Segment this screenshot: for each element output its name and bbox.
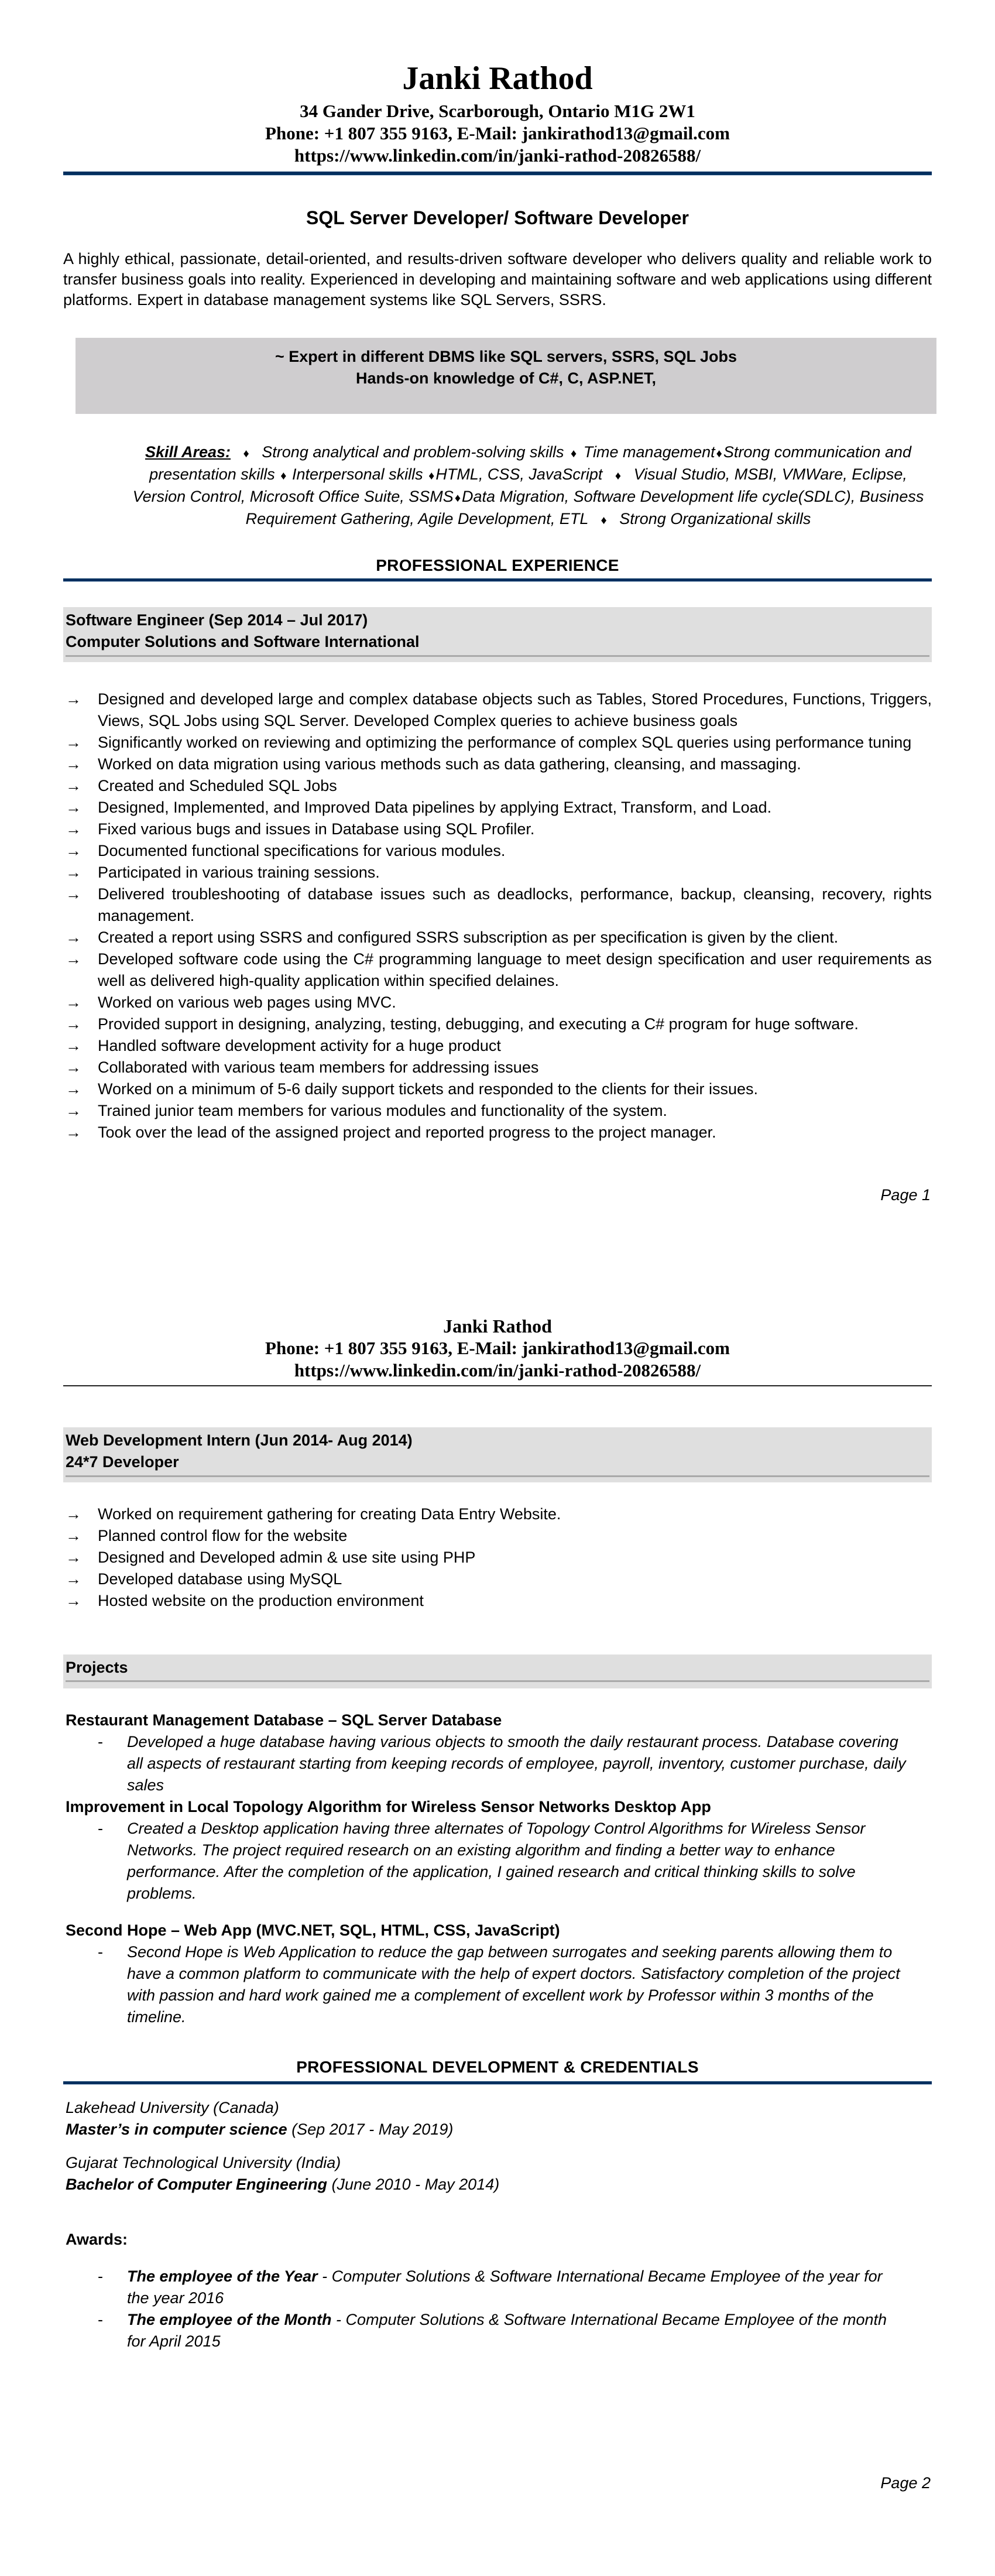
job-header-software-engineer <box>63 607 932 662</box>
page-number: Page 2 <box>880 2474 931 2492</box>
list-item: → Planned control flow for the website <box>66 1525 932 1547</box>
skill-item: Data Migration, Software Development life cycle(SDLC), Business Requirement Gathering, Agile Development, ETL <box>245 488 924 527</box>
list-item <box>66 2266 932 2309</box>
list-item: - Second Hope is Web Application to reduce the gap between surrogates and seeking parents allowing them to have a common platform to communicate with the help of expert doctors. Satisfactory completion of the project with passion and hard work gained me a complement of excellent work by Professor within 3 months of the timeline. <box>66 1941 932 2028</box>
job-company: 24*7 Developer <box>66 1453 179 1471</box>
arrow-icon: → <box>66 842 81 859</box>
linkedin-url[interactable]: https://www.linkedin.com/in/janki-rathod-20826588/ <box>294 1360 701 1381</box>
diamond-icon: ♦ <box>454 492 461 505</box>
arrow-icon: → <box>66 1527 81 1544</box>
list-item: → Handled software development activity for a huge product <box>66 1035 932 1057</box>
band-divider <box>66 655 929 657</box>
list-item: → Hosted website on the production environment <box>66 1590 932 1612</box>
skill-item: Time management <box>583 443 715 461</box>
header-rule <box>63 1385 932 1386</box>
contact-line: Phone: +1 807 355 9163, E-Mail: jankirathod13@gmail.com <box>265 123 730 143</box>
list-item: → Significantly worked on reviewing and optimizing the performance of complex SQL queries using performance tuning <box>66 732 932 753</box>
projects-list <box>66 1710 932 2028</box>
arrow-icon: → <box>66 1080 81 1098</box>
header-rule <box>63 172 932 176</box>
diamond-icon: ♦ <box>243 447 249 460</box>
highlight-line: ~ Expert in different DBMS like SQL servers, SSRS, SQL Jobs <box>275 348 737 365</box>
job-title: Software Engineer (Sep 2014 – Jul 2017) <box>66 611 368 629</box>
list-item: → Documented functional specifications for various modules. <box>66 840 932 862</box>
job-bullets <box>66 688 932 1143</box>
arrow-icon: → <box>66 1570 81 1588</box>
arrow-icon: → <box>66 929 81 946</box>
skill-item: Visual Studio, MSBI, VMWare, Eclipse, Version Control, Microsoft Office Suite, SSMS <box>132 465 907 505</box>
arrow-icon: → <box>66 690 81 708</box>
skill-item: Strong Organizational skills <box>619 510 811 527</box>
school-name: Gujarat Technological University (India) <box>66 2154 341 2171</box>
list-item: - Developed a huge database having various objects to smooth the daily restaurant process. Database covering all aspects of restaurant starting from keeping records of employee, payroll, inventory, customer purchase, daily sales <box>66 1731 932 1796</box>
project-title: Improvement in Local Topology Algorithm for Wireless Sensor Networks Desktop App <box>66 1798 711 1815</box>
section-title-credentials: PROFESSIONAL DEVELOPMENT & CREDENTIALS <box>296 2058 699 2076</box>
section-title-experience: PROFESSIONAL EXPERIENCE <box>376 556 619 574</box>
project-details <box>66 1941 932 2028</box>
projects-header <box>63 1654 932 1688</box>
arrow-icon: → <box>66 994 81 1011</box>
dash-icon: - <box>98 1943 103 1961</box>
degree: Bachelor of Computer Engineering <box>66 2176 328 2193</box>
skill-item: Strong communication and presentation skills <box>149 443 912 483</box>
arrow-icon: → <box>66 777 81 794</box>
band-divider <box>66 1680 929 1682</box>
diamond-icon: ♦ <box>601 514 607 527</box>
list-item: → Developed database using MySQL <box>66 1568 932 1590</box>
arrow-icon: → <box>66 799 81 816</box>
list-item <box>66 2309 932 2352</box>
dash-icon: - <box>98 1820 103 1837</box>
page-number: Page 1 <box>880 1186 931 1204</box>
list-item: → Designed and Developed admin & use site using PHP <box>66 1547 932 1568</box>
list-item: → Collaborated with various team members for addressing issues <box>66 1057 932 1078</box>
diamond-icon: ♦ <box>615 470 622 482</box>
dash-icon: - <box>98 2267 103 2285</box>
arrow-icon: → <box>66 1123 81 1141</box>
list-item: - Created a Desktop application having three alternates of Topology Control Algorithms for Wireless Sensor Networks. The project required research on an existing algorithm and finding a better way to enhance performance. After the completion of the application, I gained research and critical thinking skills to solve problems. <box>66 1818 932 1904</box>
arrow-icon: → <box>66 885 81 903</box>
dash-icon: - <box>98 1733 103 1751</box>
arrow-icon: → <box>66 864 81 881</box>
degree-dates: (June 2010 - May 2014) <box>331 2176 500 2193</box>
list-item: → Fixed various bugs and issues in Database using SQL Profiler. <box>66 818 932 840</box>
project-title: Second Hope – Web App (MVC.NET, SQL, HTML, CSS, JavaScript) <box>66 1921 560 1939</box>
arrow-icon: → <box>66 1505 81 1523</box>
job-title: Web Development Intern (Jun 2014- Aug 2014) <box>66 1431 413 1449</box>
education-item <box>66 2152 932 2195</box>
skill-item: Strong analytical and problem-solving skills <box>262 443 564 461</box>
list-item: → Worked on requirement gathering for creating Data Entry Website. <box>66 1503 932 1525</box>
experience-rule <box>63 578 932 582</box>
arrow-icon: → <box>66 755 81 773</box>
list-item: → Worked on various web pages using MVC. <box>66 992 932 1013</box>
arrow-icon: → <box>66 1549 81 1566</box>
highlight-line: Hands-on knowledge of C#, C, ASP.NET, <box>355 369 657 387</box>
award-detail: - Computer Solutions & Software International Became Employee of the year for the year 2016 <box>127 2267 883 2307</box>
degree-dates: (Sep 2017 - May 2019) <box>291 2121 454 2138</box>
skill-item: HTML, CSS, JavaScript <box>435 465 603 483</box>
list-item: → Provided support in designing, analyzing, testing, debugging, and executing a C# program for huge software. <box>66 1013 932 1035</box>
list-item: → Worked on a minimum of 5-6 daily support tickets and responded to the clients for their issues. <box>66 1078 932 1100</box>
list-item: → Created and Scheduled SQL Jobs <box>66 775 932 797</box>
arrow-icon: → <box>66 1102 81 1119</box>
project-title: Restaurant Management Database – SQL Server Database <box>66 1711 502 1729</box>
list-item: → Designed and developed large and complex database objects such as Tables, Stored Procedures, Functions, Triggers, Views, SQL Jobs using SQL Server. Developed Complex queries to achieve business goals <box>66 688 932 732</box>
awards-list <box>66 2266 932 2352</box>
list-item: → Worked on data migration using various methods such as data gathering, cleansing, and massaging. <box>66 753 932 775</box>
education-item <box>66 2097 932 2140</box>
arrow-icon: → <box>66 820 81 838</box>
job-header-web-intern <box>63 1427 932 1482</box>
address: 34 Gander Drive, Scarborough, Ontario M1G 2W1 <box>300 101 695 121</box>
degree: Master’s in computer science <box>66 2121 287 2138</box>
projects-title: Projects <box>66 1659 128 1676</box>
arrow-icon: → <box>66 1059 81 1076</box>
diamond-icon: ♦ <box>280 470 287 482</box>
awards-title: Awards: <box>66 2231 128 2248</box>
band-divider <box>66 1475 929 1477</box>
contact-line: Phone: +1 807 355 9163, E-Mail: jankirathod13@gmail.com <box>265 1338 730 1358</box>
highlights-box <box>76 338 936 414</box>
arrow-icon: → <box>66 950 81 968</box>
diamond-icon: ♦ <box>428 470 435 482</box>
arrow-icon: → <box>66 1015 81 1033</box>
project-details <box>66 1731 932 1796</box>
award-name: The employee of the Month <box>127 2311 332 2328</box>
job-bullets <box>66 1503 932 1612</box>
credentials-rule <box>63 2081 932 2085</box>
arrow-icon: → <box>66 734 81 751</box>
school-name: Lakehead University (Canada) <box>66 2099 279 2116</box>
project-details <box>66 1818 932 1904</box>
list-item: → Trained junior team members for various modules and functionality of the system. <box>66 1100 932 1122</box>
list-item: → Designed, Implemented, and Improved Data pipelines by applying Extract, Transform, and Load. <box>66 797 932 818</box>
list-item: → Participated in various training sessions. <box>66 862 932 883</box>
diamond-icon: ♦ <box>571 447 577 460</box>
list-item: → Created a report using SSRS and configured SSRS subscription as per specification is given by the client. <box>66 927 932 948</box>
linkedin-url[interactable]: https://www.linkedin.com/in/janki-rathod-20826588/ <box>294 145 701 166</box>
arrow-icon: → <box>66 1037 81 1054</box>
list-item: → Took over the lead of the assigned project and reported progress to the project manager. <box>66 1122 932 1143</box>
list-item: → Delivered troubleshooting of database issues such as deadlocks, performance, backup, cleansing, recovery, rights management. <box>66 883 932 927</box>
list-item: → Developed software code using the C# programming language to meet design specification and user requirements as well as delivered high-quality application within specified delaines. <box>66 948 932 992</box>
arrow-icon: → <box>66 1592 81 1609</box>
skill-areas <box>123 442 934 531</box>
award-name: The employee of the Year <box>127 2267 318 2285</box>
dash-icon: - <box>98 2311 103 2328</box>
candidate-name: Janki Rathod <box>402 60 593 97</box>
skill-item: Interpersonal skills <box>292 465 423 483</box>
candidate-name: Janki Rathod <box>443 1316 552 1337</box>
skill-areas-label: Skill Areas: <box>145 443 231 461</box>
job-company: Computer Solutions and Software International <box>66 633 420 650</box>
headline: SQL Server Developer/ Software Developer <box>306 207 689 228</box>
diamond-icon: ♦ <box>716 447 722 460</box>
summary: A highly ethical, passionate, detail-oriented, and results-driven software developer who delivers quality and reliable work to transfer business goals into reality. Experienced in developing and maintaining software and web applications using different platforms. Expert in database management systems like SQL Servers, SSRS. <box>63 250 932 309</box>
award-detail: - Computer Solutions & Software International Became Employee of the month for April 2015 <box>127 2311 887 2350</box>
